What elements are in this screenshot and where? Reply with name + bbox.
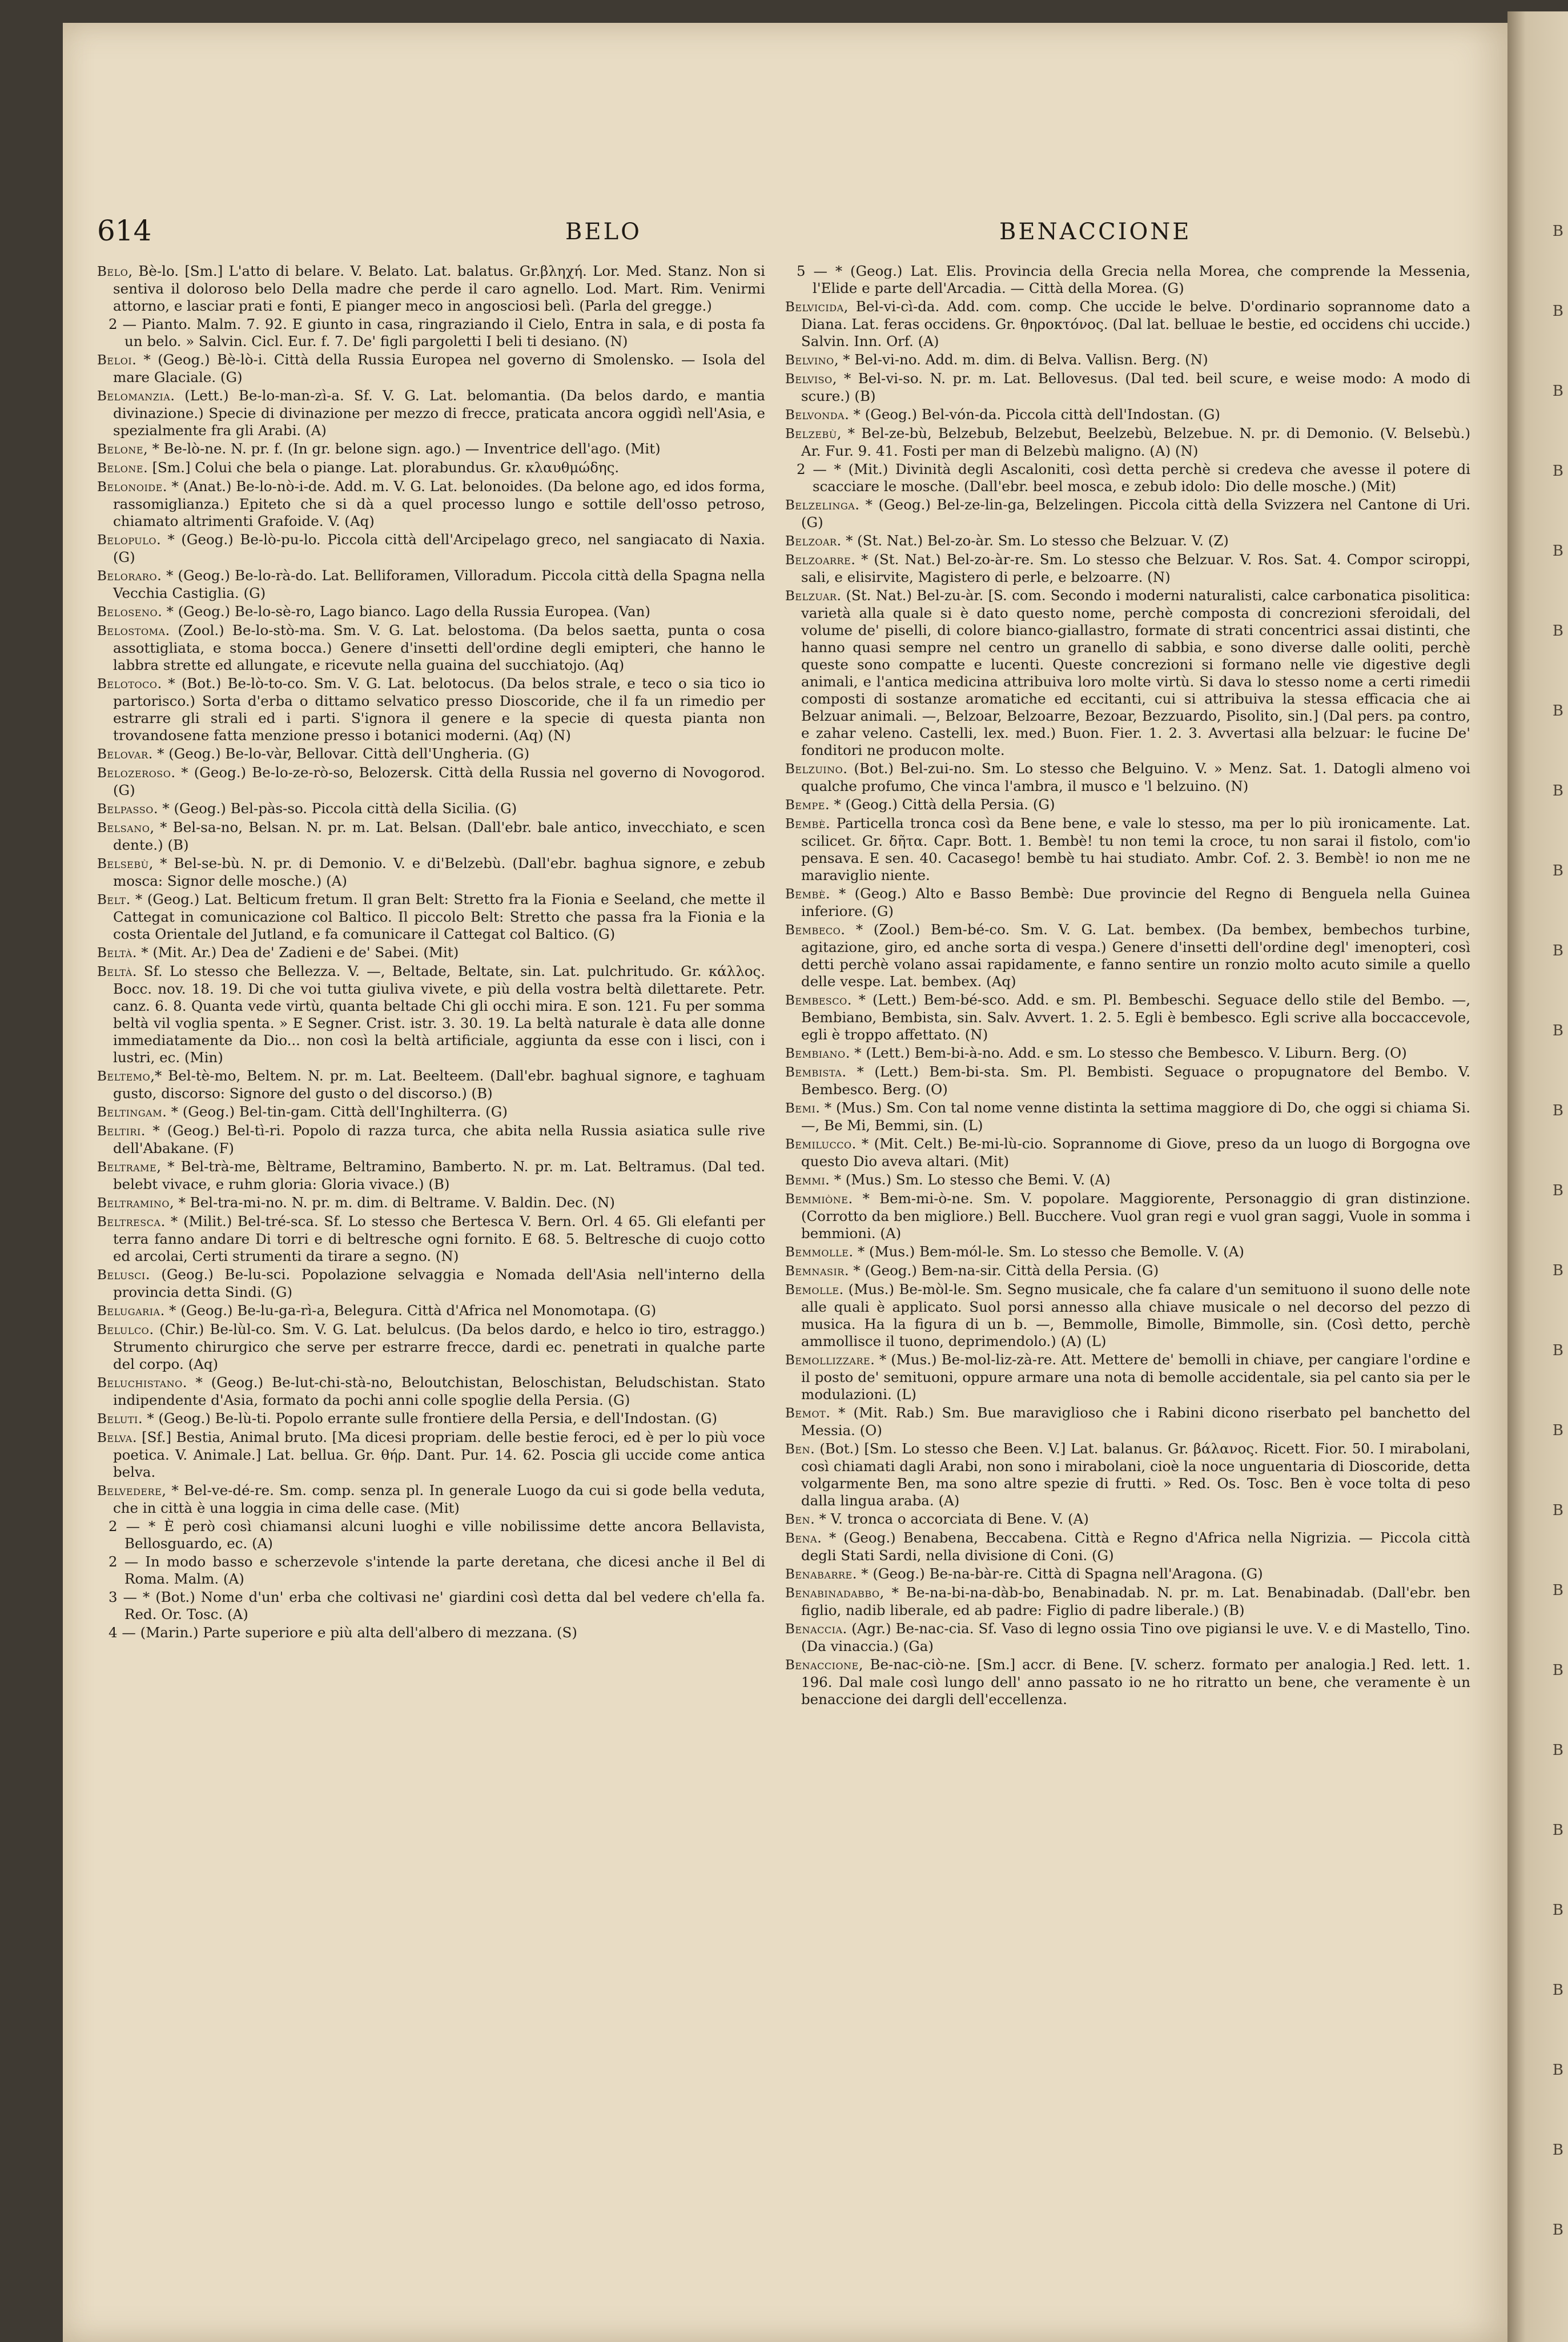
dictionary-entry: [97, 963, 765, 1066]
entry-headword: Bemollizzare: [785, 1353, 871, 1368]
dictionary-entry: [97, 1302, 765, 1320]
entry-headword: Bemmolle: [785, 1245, 849, 1260]
entry-text: . * (Mit. Rab.) Sm. Bue maraviglioso che i Rabini dicono riserbato pel banchetto del Messia. (O): [801, 1404, 1470, 1439]
dictionary-entry: [785, 991, 1470, 1043]
entry-text: . [Sm.] Colui che bela o piange. Lat. plorabundus. Gr. κλαυθμώδης.: [143, 459, 620, 476]
entry-headword: Belone: [97, 461, 144, 476]
dictionary-page: [63, 23, 1507, 2342]
entry-text: , * Bel-vi-no. Add. m. dim. di Belva. Vallisn. Berg. (N): [834, 351, 1208, 368]
dictionary-entry: [108, 1518, 765, 1552]
dictionary-entry: [785, 815, 1470, 884]
edge-letter: B: [1552, 2062, 1563, 2079]
dictionary-entry: [97, 800, 765, 818]
dictionary-entry: [785, 551, 1470, 586]
dictionary-entry: [785, 1656, 1470, 1708]
entry-text: . (St. Nat.) Bel-zu-àr. [S. com. Secondo i moderni naturalisti, calce carbonatica pisolitica: varietà alla quale si è dato questo nome, perchè composta di concrezioni sferoidali, del volume de' piselli, di colore bianco-giallastro, formate di strati concentrici assai distinti, che hanno quasi sempre nel centro un granello di sabbia, e sono diverse dalle ooliti, perchè queste sono compatte e lucenti. Queste concrezioni si formano nelle vie digestive degli animali, e l'antica medicina attribuiva loro molte virtù. Si dava lo stesso nome a certi rimedii composti di sostanze aromatiche ed eccitanti, cui si attribuiva la stessa efficacia che ai Belzuar animali. —, Belzoar, Belzoarre, Bezoar, Bezzuardo, Pisolito, sin.] (Dal pers. pa contro, e zahar veleno. Castelli, lex. med.) Buon. Fier. 1. 2. 3. Avvertasi alla belzuar: le fucine De' fonditori ne producon molte.: [801, 587, 1470, 758]
entry-headword: Belugaria: [97, 1304, 160, 1319]
edge-letter: B: [1552, 1422, 1563, 1439]
entry-headword: Belovar: [97, 747, 148, 762]
entry-headword: Beltemo: [97, 1069, 151, 1084]
dictionary-entry: [785, 885, 1470, 920]
entry-headword: Benabarre: [785, 1567, 853, 1582]
entry-headword: Benaccione: [785, 1658, 859, 1673]
edge-letter: B: [1552, 1822, 1563, 1839]
dictionary-entry: [785, 760, 1470, 795]
dictionary-entry: [97, 603, 765, 621]
entry-text: . Particella tronca così da Bene bene, e vale lo stesso, ma per lo più ironicamente. Lat. scilicet. Gr. δῆτα. Capr. Bott. 1. Bembè! tu non temi la croce, tu non sarai il fistolo, com'io pensava. E sen. 40. Cacasego! bembè tu hai studiato. Ambr. Cof. 2. 3. Bembè! io non me ne maraviglio niente.: [801, 815, 1470, 883]
dictionary-entry: [108, 316, 765, 350]
entry-headword: Belsano: [97, 821, 150, 835]
entry-headword: Beltiri: [97, 1124, 141, 1139]
left-column: [97, 263, 765, 2336]
entry-headword: Belomanzia: [97, 389, 171, 404]
entry-text: . * (Geog.) Be-lò-pu-lo. Piccola città dell'Arcipelago greco, nel sangiacato di Naxia. (G): [113, 531, 765, 565]
edge-letter: B: [1552, 1582, 1563, 1599]
entry-text: , Bel-vi-cì-da. Add. com. comp. Che uccide le belve. D'ordinario soprannome dato a Diana. Lat. feras occidens. Gr. θηροκτόνος. (Dal lat. belluae le bestie, ed occidens chi uccide.) Salvin. Inn. Orf. (A): [801, 298, 1470, 350]
entry-text: . (Chir.) Be-lùl-co. Sm. V. G. Lat. belulcus. (Da belos dardo, e helco io tiro, estraggo.) Strumento chirurgico che serve per estrarre frecce, dardi ec. penetrati in qualche parte del corpo. (Aq): [113, 1321, 765, 1372]
entry-headword: Belvonda: [785, 408, 845, 423]
entry-text: 2 — Pianto. Malm. 7. 92. E giunto in casa, ringraziando il Cielo, Entra in sala, e di posta fa un belo. » Salvin. Cicl. Eur. f. 7. De' figli pargoletti I beli ti desiano. (N): [108, 316, 765, 350]
entry-text: . * (Geog.) Bel-pàs-so. Piccola città della Sicilia. (G): [153, 800, 517, 817]
edge-letter: B: [1552, 543, 1563, 560]
entry-text: ,* Bel-tè-mo, Beltem. N. pr. m. Lat. Beelteem. (Dall'ebr. baghual signore, e taghuam gusto, discorso: Signore del gusto o del discorso.) (B): [113, 1067, 765, 1102]
edge-letter: B: [1552, 1662, 1563, 1679]
entry-text: . * (Mus.) Sm. Lo stesso che Bemi. V. (A): [825, 1171, 1111, 1188]
dictionary-entry: [97, 1374, 765, 1409]
entry-headword: Belostoma: [97, 624, 166, 638]
dictionary-entry: [97, 944, 765, 962]
entry-headword: Ben: [785, 1442, 811, 1457]
entry-text: . * (Geog.) Bel-ze-lin-ga, Belzelingen. Piccola città della Svizzera nel Cantone di Uri. (G): [801, 496, 1470, 531]
entry-headword: Belopulo: [97, 533, 157, 548]
entry-headword: Bembesco: [785, 993, 847, 1008]
entry-headword: Belpasso: [97, 802, 154, 817]
entry-text: , * Bel-tra-mi-no. N. pr. m. dim. di Beltrame. V. Baldin. Dec. (N): [170, 1194, 615, 1211]
entry-text: . * (Geog.) Città della Persia. (G): [825, 796, 1055, 813]
dictionary-entry: [97, 819, 765, 854]
dictionary-entry: [97, 567, 765, 602]
edge-letter: B: [1552, 2222, 1563, 2239]
entry-headword: Beltresca: [97, 1215, 161, 1230]
dictionary-entry: [785, 1511, 1470, 1528]
entry-headword: Belzuino: [785, 762, 843, 777]
entry-text: . (Geog.) Be-lu-sci. Popolazione selvaggia e Nomada dell'Asia nell'interno della provincia detta Sindi. (G): [113, 1266, 765, 1300]
dictionary-entry: [785, 1063, 1470, 1098]
entry-headword: Belone: [97, 442, 144, 457]
entry-text: . (Bot.) [Sm. Lo stesso che Been. V.] Lat. balanus. Gr. βάλανος. Ricett. Fior. 50. I mirabolani, così chiamati dagli Arabi, non sono i mirabolani, cioè la noce unguentaria di Dioscoride, detta volgarmente Ben, ma sono altre spezie di frutti. » Red. Os. Tosc. Ben è voce tolta di peso dalla lingua araba. (A): [801, 1440, 1470, 1509]
entry-text: . (Mus.) Be-mòl-le. Sm. Segno musicale, che fa calare d'un semituono il suono delle note alle quali è applicato. Suol porsi annesso alla chiave musicale o nel decorso del pezzo di musica. Ha la figura di un b. —, Bemmolle, Bimolle, Bimmolle, sin. (Così detto, perchè ammollisce il tuono, deprimendolo.) (A) (L): [801, 1281, 1470, 1349]
entry-text: 2 — * È però così chiamansi alcuni luoghi e ville nobilissime dette ancora Bellavista, Bellosguardo, ec. (A): [108, 1518, 765, 1552]
dictionary-entry: [97, 387, 765, 439]
dictionary-entry: [785, 1440, 1470, 1509]
dictionary-entry: [785, 1045, 1470, 1062]
entry-text: . * (Anat.) Be-lo-nò-i-de. Add. m. V. G. Lat. belonoides. (Da belone ago, ed idos forma, rassomiglianza.) Epiteto che si dà a quel processo lungo e sottile dell'osso petroso, chiamato altrimenti Grafoide. V. (Aq): [113, 478, 765, 529]
entry-text: . * (Geog.) Be-lu-ga-rì-a, Belegura. Città d'Africa nel Monomotapa. (G): [160, 1302, 657, 1319]
entry-text: , Bè-lo. [Sm.] L'atto di belare. V. Belato. Lat. balatus. Gr.βληχή. Lor. Med. Stanz. Non si sentiva il doloroso belo Della madre che perde il caro agnello. Lod. Mart. Rim. Venirmi attorno, e lasciar prati e fonti, E pianger meco in angosciosi belì. (Parla del gregge.): [113, 263, 765, 314]
entry-headword: Belzoarre: [785, 553, 851, 568]
dictionary-entry: [97, 351, 765, 386]
entry-headword: Bemi: [785, 1101, 816, 1116]
entry-text: . (Bot.) Bel-zui-no. Sm. Lo stesso che Belguino. V. » Menz. Sat. 1. Datogli almeno voi qualche profumo, Che vinca l'ambra, il musco e 'l belzuino. (N): [801, 760, 1470, 794]
entry-text: , * Be-na-bi-na-dàb-bo, Benabinadab. N. pr. m. Lat. Benabinadab. (Dall'ebr. ben figlio, nadib liberale, ed ab padre: Figlio di padre liberale.) (B): [801, 1584, 1470, 1618]
entry-text: , * Bel-se-bù. N. pr. di Demonio. V. e di'Belzebù. (Dall'ebr. baghua signore, e zebub mosca: Signor delle mosche.) (A): [113, 855, 765, 889]
entry-headword: Belvicida: [785, 300, 844, 315]
entry-headword: Beloseno: [97, 605, 158, 620]
dictionary-entry: [785, 496, 1470, 531]
dictionary-entry: [785, 1099, 1470, 1134]
dictionary-entry: [785, 1404, 1470, 1439]
entry-text: 5 — * (Geog.) Lat. Elis. Provincia della Grecia nella Morea, che comprende la Messenia, l'Elide e parte dell'Arcadia. — Città della Morea. (G): [797, 263, 1470, 296]
dictionary-entry: [97, 1429, 765, 1481]
edge-letter: B: [1552, 942, 1563, 959]
entry-headword: Benaccia: [785, 1622, 843, 1637]
edge-letter: B: [1552, 2142, 1563, 2159]
dictionary-entry: [97, 764, 765, 799]
entry-headword: Beltà: [97, 965, 132, 979]
entry-text: 2 — * (Mit.) Divinità degli Ascaloniti, così detta perchè si credeva che avesse il potere di scacciare le mosche. (Dall'ebr. beel mosca, e zebub idolo: Dio delle mosche.) (Mit): [797, 461, 1470, 495]
entry-text: . * (Lett.) Bem-bi-sta. Sm. Pl. Bembisti. Seguace o propugnatore del Bembo. V. Bembesco. Berg. (O): [801, 1063, 1470, 1098]
entry-headword: Belonoide: [97, 480, 163, 495]
entry-text: . (Lett.) Be-lo-man-zì-a. Sf. V. G. Lat. belomantia. (Da belos dardo, e mantia divinazione.) Specie di divinazione per mezzo di frecce, praticata ancora oggidì nell'Asia, e spezialmente fra gli Arabi. (A): [113, 387, 765, 439]
entry-text: . * (Geog.) Be-lo-sè-ro, Lago bianco. Lago della Russia Europea. (Van): [158, 603, 650, 620]
entry-headword: Belzelinga: [785, 498, 855, 513]
entry-headword: Belsebù: [97, 857, 149, 871]
edge-letter: B: [1552, 782, 1563, 800]
entry-text: . * (Geog.) Bel-tì-ri. Popolo di razza turca, che abita nella Russia asiatica sulle rive dell'Abakane. (F): [113, 1122, 765, 1156]
entry-headword: Bembè: [785, 817, 826, 831]
entry-headword: Belvedere: [97, 1484, 162, 1499]
entry-headword: Bemolle: [785, 1283, 839, 1297]
entry-text: . * (Geog.) Benabena, Beccabena. Città e Regno d'Africa nella Nigrizia. — Piccola città degli Stati Sardi, nella divisione di Coni. (G): [801, 1529, 1470, 1564]
edge-letter: B: [1552, 463, 1563, 480]
entry-headword: Belusci: [97, 1268, 146, 1283]
entry-headword: Bena: [785, 1531, 818, 1546]
entry-text: , Be-nac-ciò-ne. [Sm.] accr. di Bene. [V. scherz. formato per analogia.] Red. lett. 1. 196. Dal male così lungo dell' anno passato io ne ho ritratto un bene, che veramente è un benaccione dei dargli dell'eccellenza.: [801, 1656, 1470, 1708]
entry-text: . * (Mus.) Sm. Con tal nome venne distinta la settima maggiore di Do, che oggi si chiama Si. —, Be Mi, Bemmi, sin. (L): [801, 1099, 1470, 1134]
dictionary-entry: [785, 1243, 1470, 1261]
entry-text: . * (Geog.) Bel-vón-da. Piccola città dell'Indostan. (G): [845, 406, 1220, 423]
edge-letter: B: [1552, 223, 1563, 240]
entry-text: . * (Mit. Ar.) Dea de' Zadieni e de' Sabei. (Mit): [132, 944, 459, 961]
entry-headword: Beltà: [97, 946, 132, 961]
dictionary-entry: [785, 1262, 1470, 1280]
entry-text: , * Be-lò-ne. N. pr. f. (In gr. belone sign. ago.) — Inventrice dell'ago. (Mit): [143, 440, 661, 457]
edge-letter: B: [1552, 1902, 1563, 1919]
entry-text: , * Bel-ve-dé-re. Sm. comp. senza pl. In generale Luogo da cui si gode bella veduta, che in città è una loggia in cima delle case. (Mit): [113, 1482, 765, 1516]
dictionary-entry: [785, 1135, 1470, 1170]
entry-text: . * (Geog.) Bè-lò-i. Città della Russia Europea nel governo di Smolensko. — Isola del mare Glaciale. (G): [113, 351, 765, 385]
entry-headword: Belozeroso: [97, 766, 171, 781]
dictionary-entry: [97, 478, 765, 530]
entry-headword: Beltrame: [97, 1160, 157, 1175]
entry-text: . * (Milit.) Bel-tré-sca. Sf. Lo stesso che Bertesca V. Bern. Orl. 4 65. Gli elefanti per terra fanno andare Di torri e di beltresche ogni fornito. E 68. 5. Beltresche di cuojo cotto ed arcolai, Certi strumenti da tirare a segno. (N): [113, 1213, 765, 1264]
entry-headword: Belzoar: [785, 534, 837, 549]
dictionary-entry: [785, 532, 1470, 550]
entry-text: , * Bel-vi-so. N. pr. m. Lat. Bellovesus. (Dal ted. beil scure, e weise modo: A modo di scure.) (B): [801, 370, 1470, 404]
dictionary-entry: [785, 1171, 1470, 1189]
entry-text: . * (Mit. Celt.) Be-mi-lù-cio. Soprannome di Giove, preso da un luogo di Borgogna ove questo Dio aveva altari. (Mit): [801, 1135, 1470, 1170]
entry-headword: Belviso: [785, 372, 833, 387]
entry-text: . * (Geog.) Alto e Basso Bembè: Due provincie del Regno di Benguela nella Guinea inferiore. (G): [801, 885, 1470, 919]
entry-text: . * (Geog.) Be-na-bàr-re. Città di Spagna nell'Aragona. (G): [852, 1565, 1263, 1582]
entry-text: . * (Geog.) Be-lo-ze-rò-so, Belozersk. Città della Russia nel governo di Novogorod. (G): [113, 764, 765, 798]
entry-headword: Benabinadabbo: [785, 1586, 880, 1601]
edge-letter: B: [1552, 383, 1563, 400]
edge-letter: B: [1552, 1102, 1563, 1119]
dictionary-entry: [97, 263, 765, 315]
entry-text: 2 — In modo basso e scherzevole s'intende la parte deretana, che dicesi anche il Bel di Roma. Malm. (A): [108, 1553, 765, 1587]
edge-letter: B: [1552, 622, 1563, 640]
entry-headword: Bemnasir: [785, 1264, 845, 1279]
entry-text: . * (St. Nat.) Bel-zo-àr-re. Sm. Lo stesso che Belzuar. V. Ros. Sat. 4. Compor sciroppi, sali, e elisirvite, Magistero di perle, e belzoarre. (N): [801, 551, 1470, 585]
edge-letter: B: [1552, 1742, 1563, 1759]
dictionary-entry: [785, 370, 1470, 405]
dictionary-entry: [785, 1620, 1470, 1655]
dictionary-entry: [97, 1213, 765, 1265]
dictionary-entry: [785, 351, 1470, 369]
dictionary-entry: [97, 1194, 765, 1212]
running-head-right: BENACCIONE: [999, 219, 1192, 245]
entry-text: . (Zool.) Be-lo-stò-ma. Sm. V. G. Lat. belostoma. (Da belos saetta, punta o cosa assottigliata, e stoma bocca.) Genere d'insetti dell'ordine degli emipteri, che hanno le labbra strette ed allungate, e ricevute nella guaina del succhiatojo. (Aq): [113, 622, 765, 673]
dictionary-entry: [97, 1266, 765, 1301]
entry-headword: Beluti: [97, 1412, 138, 1427]
entry-headword: Belo: [97, 264, 128, 279]
dictionary-entry: [785, 1584, 1470, 1619]
dictionary-entry: [97, 622, 765, 674]
edge-letter: B: [1552, 303, 1563, 320]
dictionary-entry: [785, 1565, 1470, 1583]
entry-text: . * (Bot.) Be-lò-to-co. Sm. V. G. Lat. belotocus. (Da belos strale, e teco o sia tico io partorisco.) Sorta d'erba o dittamo selvatico presso Dioscoride, che il fa un rimedio per estrarre gli strali ed i parti. S'ignora il genere e la specie di questa pianta non trovandosene fatta menzione presso i botanici moderni. (Aq) (N): [113, 675, 765, 744]
dictionary-entry: [97, 531, 765, 566]
entry-headword: Bempe: [785, 798, 825, 813]
dictionary-entry: [785, 587, 1470, 759]
entry-text: . * Bem-mi-ò-ne. Sm. V. popolare. Maggiorente, Personaggio di gran distinzione. (Corrotto da ben migliore.) Bell. Bucchere. Vuol gran regi e vuol gran saggi, Vuole in somma i bemmioni. (A): [801, 1190, 1470, 1242]
entry-text: . Sf. Lo stesso che Bellezza. V. —, Beltade, Beltate, sin. Lat. pulchritudo. Gr. κάλλος. Bocc. nov. 18. 19. Di che voi tutta giuliva vivete, e più della vostra beltà dilettarete. Petr. canz. 6. 8. Quanta vede virtù, quanta beltade Chi gli occhi mira. E son. 121. Fu per somma beltà vil voglia spenta. » E Segner. Crist. istr. 3. 30. 19. La beltà naturale è data alle donne immediatamente da Dio... non così la beltà artificiale, aggiunta da esse con i lisci, con i lustri, ec. (Min): [113, 963, 765, 1066]
dictionary-entry: [108, 1624, 765, 1641]
entry-headword: Bemmi: [785, 1173, 826, 1188]
dictionary-entry: [785, 1351, 1470, 1403]
dictionary-entry: [97, 745, 765, 763]
entry-text: . * (Geog.) Bem-na-sir. Città della Persia. (G): [844, 1262, 1159, 1279]
entry-text: 4 — (Marin.) Parte superiore e più alta dell'albero di mezzana. (S): [108, 1624, 577, 1641]
edge-letter: B: [1552, 1262, 1563, 1279]
dictionary-entry: [785, 921, 1470, 990]
edge-letter: B: [1552, 702, 1563, 720]
edge-letter: B: [1552, 1342, 1563, 1359]
dictionary-entry: [97, 1321, 765, 1373]
dictionary-entry: [97, 1482, 765, 1517]
entry-text: . * (Geog.) Lat. Belticum fretum. Il gran Belt: Stretto fra la Fionia e Seeland, che mette il Cattegat in comunicazione col Baltico. Il piccolo Belt: Stretto che passa fra la Fionia e la costa Orientale del Jutland, e fa comunicare il Cattegat col Baltico. (G): [113, 891, 765, 942]
running-head-left: BELO: [565, 219, 642, 245]
entry-headword: Bembeco: [785, 923, 841, 938]
edge-letter: B: [1552, 1502, 1563, 1519]
entry-headword: Beloi: [97, 353, 132, 368]
page-header: [97, 214, 1479, 254]
dictionary-entry: [797, 263, 1470, 297]
entry-headword: Beloraro: [97, 569, 158, 584]
entry-text: . * (Geog.) Bel-tin-gam. Città dell'Inghilterra. (G): [162, 1103, 508, 1120]
entry-headword: Bembiano: [785, 1046, 846, 1061]
right-column: [785, 263, 1470, 2336]
entry-headword: Belzuar: [785, 589, 837, 604]
entry-text: . * (Lett.) Bem-bé-sco. Add. e sm. Pl. Bembeschi. Seguace dello stile del Bembo. —, Bembiano, Bembista, sin. Salv. Avvert. 1. 2. 5. Egli è bembesco. Egli scrive alla boccaccevole, egli è troppo affettato. (N): [801, 991, 1470, 1043]
edge-letter: B: [1552, 1182, 1563, 1199]
entry-text: . * (Geog.) Be-lo-rà-do. Lat. Belliforamen, Villoradum. Piccola città della Spagna nella Vecchia Castiglia. (G): [113, 567, 765, 601]
entry-text: . * (Geog.) Be-lù-ti. Popolo errante sulle frontiere della Persia, e dell'Indostan. (G): [138, 1410, 718, 1427]
entry-headword: Belzebù: [785, 427, 837, 441]
entry-headword: Belotoco: [97, 677, 158, 692]
dictionary-entry: [97, 440, 765, 458]
entry-headword: Bembista: [785, 1065, 842, 1080]
dictionary-entry: [97, 1103, 765, 1121]
dictionary-entry: [97, 675, 765, 744]
entry-text: . * (Geog.) Be-lo-vàr, Bellovar. Città dell'Ungheria. (G): [148, 745, 530, 762]
dictionary-entry: [97, 1158, 765, 1193]
entry-text: . [Sf.] Bestia, Animal bruto. [Ma dicesi propriam. delle bestie feroci, ed è per lo più voce poetica. V. Animale.] Lat. bellua. Gr. θήρ. Dant. Pur. 14. 62. Poscia gli uccide come antica belva.: [113, 1429, 765, 1480]
edge-letter: B: [1552, 862, 1563, 879]
entry-text: 3 — * (Bot.) Nome d'un' erba che coltivasi ne' giardini così detta dal bel vedere ch'ella fa. Red. Or. Tosc. (A): [108, 1589, 765, 1622]
dictionary-entry: [97, 1122, 765, 1157]
dictionary-entry: [785, 298, 1470, 350]
dictionary-entry: [97, 1067, 765, 1102]
adjacent-page-edge: [1507, 11, 1568, 2342]
entry-text: , * Bel-sa-no, Belsan. N. pr. m. Lat. Belsan. (Dall'ebr. bale antico, invecchiato, e scen dente.) (B): [113, 819, 765, 853]
entry-headword: Bemilucco: [785, 1137, 852, 1152]
entry-headword: Bemot: [785, 1406, 826, 1421]
edge-letter: B: [1552, 1022, 1563, 1039]
entry-text: . * (Geog.) Be-lut-chi-stà-no, Beloutchistan, Beloschistan, Beludschistan. Stato indipendente d'Asia, formato da pochi anni colle spoglie della Persia. (G): [113, 1374, 765, 1408]
dictionary-entry: [797, 461, 1470, 495]
dictionary-entry: [97, 459, 765, 477]
dictionary-entry: [785, 796, 1470, 814]
entry-text: . * (Mus.) Bem-mól-le. Sm. Lo stesso che Bemolle. V. (A): [849, 1243, 1244, 1260]
dictionary-entry: [97, 855, 765, 890]
entry-headword: Belulco: [97, 1323, 150, 1337]
dictionary-entry: [97, 891, 765, 943]
entry-headword: Belva: [97, 1431, 132, 1445]
entry-text: . (Agr.) Be-nac-cia. Sf. Vaso di legno ossia Tino ove pigiansi le uve. V. e di Mastello, Tino. (Da vinaccia.) (Ga): [801, 1620, 1470, 1654]
dictionary-entry: [785, 406, 1470, 424]
entry-headword: Beluchistano: [97, 1376, 183, 1391]
entry-headword: Belvino: [785, 353, 834, 368]
entry-headword: Belt: [97, 893, 126, 907]
edge-letter: B: [1552, 1982, 1563, 1999]
dictionary-entry: [108, 1553, 765, 1588]
entry-headword: Beltingam: [97, 1105, 163, 1120]
entry-text: . * (Zool.) Bem-bé-co. Sm. V. G. Lat. bembex. (Da bembex, bembechos turbine, agitazione, giro, ed anche sorta di vespa.) Genere d'insetti dell'ordine degl' imenopteri, così detti perchè volano assai rapidamente, e fanno sentire un ronzio molto acuto simile a quello delle vespe. Lat. bembex. (Aq): [801, 921, 1470, 990]
entry-text: . * (Lett.) Bem-bi-à-no. Add. e sm. Lo stesso che Bembesco. V. Liburn. Berg. (O): [845, 1045, 1407, 1061]
dictionary-entry: [785, 1190, 1470, 1242]
entry-text: , * Bel-ze-bù, Belzebub, Belzebut, Beelzebù, Belzebue. N. pr. di Demonio. (V. Belsebù.) Ar. Fur. 9. 41. Fosti per man di Belzebù maligno. (A) (N): [801, 425, 1470, 459]
dictionary-entry: [785, 425, 1470, 460]
dictionary-entry: [97, 1410, 765, 1428]
entry-headword: Beltramino: [97, 1196, 170, 1211]
entry-headword: Ben: [785, 1512, 811, 1527]
entry-text: . * V. tronca o accorciata di Bene. V. (A): [810, 1511, 1089, 1527]
dictionary-entry: [108, 1589, 765, 1623]
entry-text: . * (Mus.) Be-mol-liz-zà-re. Att. Mettere de' bemolli in chiave, per cangiare l'ordine e il posto de' semituoni, oppure armare una nota di bemolle accidentale, sia pel canto sia per le modulazioni. (L): [801, 1351, 1470, 1403]
dictionary-entry: [785, 1529, 1470, 1564]
dictionary-entry: [785, 1281, 1470, 1350]
entry-headword: Bembè: [785, 887, 826, 902]
entry-text: . * (St. Nat.) Bel-zo-àr. Sm. Lo stesso che Belzuar. V. (Z): [837, 532, 1229, 549]
entry-headword: Bemmiòne: [785, 1192, 849, 1207]
entry-text: , * Bel-trà-me, Bèltrame, Beltramino, Bamberto. N. pr. m. Lat. Beltramus. (Dal ted. belebt vivace, e ruhm gloria: Gloria vivace.) (B): [113, 1158, 765, 1192]
page-number: 614: [97, 214, 152, 247]
